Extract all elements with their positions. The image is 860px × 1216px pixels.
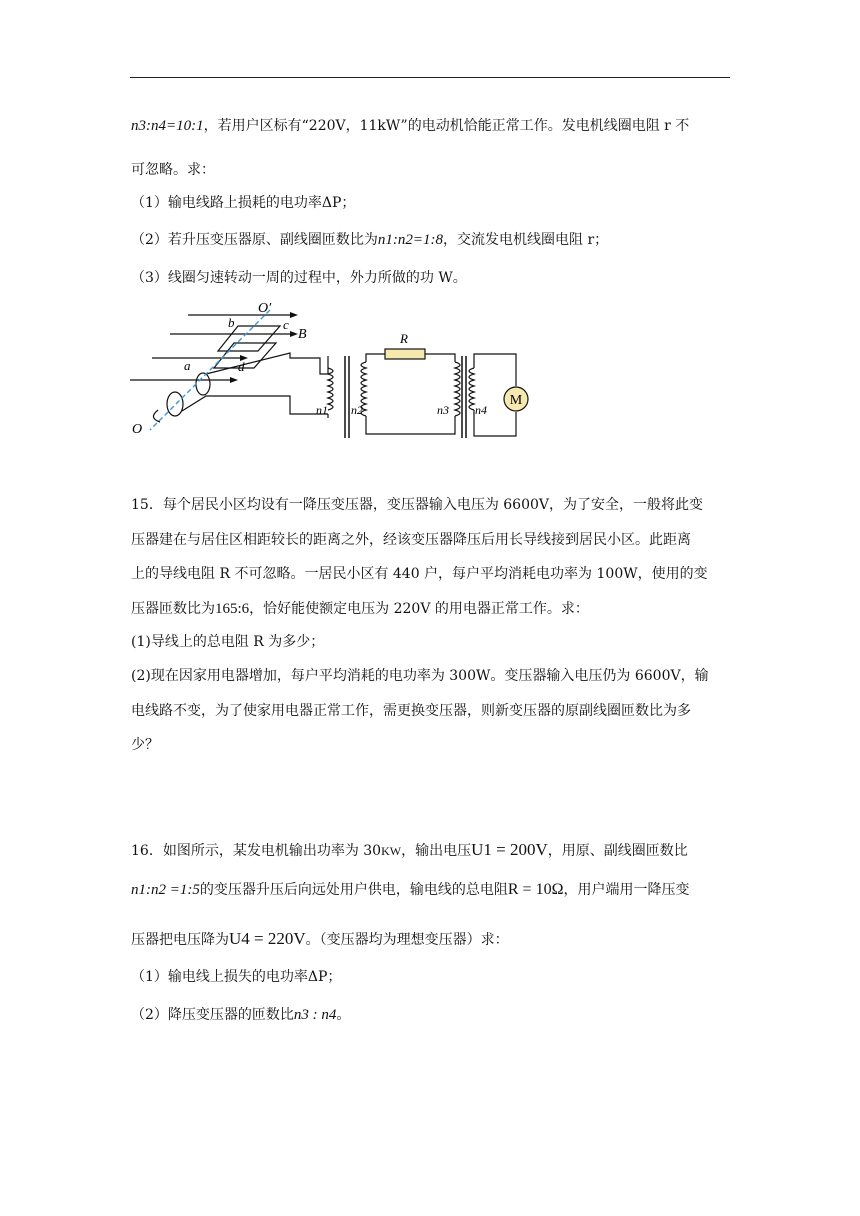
coil-n4 bbox=[469, 368, 474, 410]
line-top-right bbox=[432, 354, 455, 362]
svg-text:B: B bbox=[298, 327, 307, 342]
svg-text:d: d bbox=[238, 359, 245, 374]
p14-q2-post: ，交流发电机线圈电阻 r； bbox=[443, 232, 609, 248]
p14-question-2 bbox=[131, 230, 608, 250]
rotation-axis bbox=[150, 310, 270, 430]
p16-ratio-n1-n2: n1:n2 =1:5 bbox=[131, 882, 200, 898]
p15-line3: 上的导线电阻 R 不可忽略。一居民小区有 440 户，每户平均消耗电功率为 100W，使用的变 bbox=[131, 566, 708, 582]
p14-ratio-n1-n2: n1:n2=1:8 bbox=[377, 232, 444, 248]
coil-n1 bbox=[328, 368, 333, 410]
svg-text:n3: n3 bbox=[437, 403, 449, 417]
p16-line3: 压器把电压降为U4 = 220V。（变压器均为理想变压器）求： bbox=[131, 929, 509, 948]
p14-line1-text: ，若用户区标有“220V，11kW”的电动机恰能正常工作。发电机线圈电阻 r 不 bbox=[203, 118, 690, 134]
p16-question-1: （1）输电线上损失的电功率ΔP； bbox=[131, 969, 342, 985]
svg-text:n1: n1 bbox=[316, 403, 328, 417]
svg-text:R: R bbox=[400, 331, 408, 346]
p16-line1: 16．如图所示，某发电机输出功率为 30KW，输出电压U1 = 200V，用原、副线圈匝数比 bbox=[131, 840, 688, 859]
resistor-R bbox=[385, 349, 425, 359]
svg-text:c: c bbox=[283, 317, 289, 332]
p14-question-1: （1）输电线路上损耗的电功率ΔP； bbox=[131, 195, 356, 211]
p14-question-3: （3）线圈匀速转动一周的过程中，外力所做的功 W。 bbox=[131, 270, 467, 286]
slip-ring-1 bbox=[196, 373, 210, 395]
svg-text:O′: O′ bbox=[258, 301, 272, 316]
p16-ratio-n3-n4: n3 : n4 bbox=[293, 1007, 337, 1023]
p15-question-1: (1)导线上的总电阻 R 为多少； bbox=[131, 634, 325, 650]
line-bottom bbox=[366, 416, 455, 434]
svg-text:n4: n4 bbox=[475, 403, 487, 417]
p16-question-2: （2）降压变压器的匝数比n3 : n4。 bbox=[131, 1007, 351, 1023]
p15-line1: 15．每个居民小区均设有一降压变压器，变压器输入电压为 6600V，为了安全，一般将此变 bbox=[131, 497, 704, 513]
svg-text:a: a bbox=[184, 358, 191, 373]
p15-ratio: 165:6 bbox=[215, 601, 250, 617]
svg-text:O: O bbox=[132, 422, 143, 437]
p15-line4: 压器匝数比为165:6，恰好能使额定电压为 220V 的用电器正常工作。求： bbox=[131, 601, 589, 617]
svg-text:M: M bbox=[509, 393, 523, 408]
slip-ring-2 bbox=[167, 392, 183, 416]
p15-question-2-line3: 少？ bbox=[131, 737, 159, 753]
p14-ratio-n3-n4: n3:n4=10:1 bbox=[131, 118, 204, 134]
svg-text:b: b bbox=[228, 315, 235, 330]
p15-question-2-line2: 电线路不变，为了使家用电器正常工作，需更换变压器，则新变压器的原副线圈匝数比为多 bbox=[131, 703, 691, 719]
svg-text:n2: n2 bbox=[351, 403, 363, 417]
p16-resistance: R = 10Ω bbox=[507, 881, 564, 898]
motor-lead-top bbox=[474, 354, 516, 386]
p16-line2: n1:n2 =1:5的变压器升压后向远处用户供电，输电线的总电阻R = 10Ω，用户端用一降压变 bbox=[131, 881, 690, 898]
p14-line1 bbox=[131, 116, 689, 136]
p16-u1: U1 = 200V bbox=[471, 840, 548, 859]
p14-q2-pre: （2）若升压变压器原、副线圈匝数比为 bbox=[131, 232, 378, 248]
coil-n3 bbox=[455, 362, 460, 416]
p16-u4: U4 = 220V bbox=[229, 929, 306, 948]
p15-line2: 压器建在与居住区相距较长的距离之外，经该变压器降压后用长导线接到居民小区。此距离 bbox=[131, 532, 691, 548]
header-rule bbox=[130, 77, 730, 78]
lead-bottom bbox=[182, 396, 328, 414]
p15-question-2-line1: (2)现在因家用电器增加，每户平均消耗的电功率为 300W。变压器输入电压仍为 6600V，输 bbox=[131, 668, 709, 684]
generator-transformer-circuit-figure bbox=[130, 298, 530, 440]
p14-line2: 可忽略。求： bbox=[131, 162, 215, 178]
